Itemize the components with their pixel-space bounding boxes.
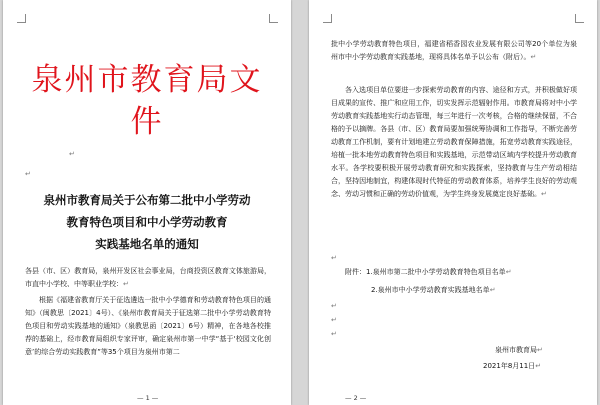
salutation-paragraph <box>25 265 271 291</box>
paragraph-mark-icon: ↵ <box>331 316 337 324</box>
continued-paragraph <box>331 38 577 64</box>
document-page-2 <box>309 0 597 405</box>
paragraph-mark-icon: ↵ <box>541 190 547 198</box>
salutation-text: 各县（市、区）教育局，泉州开发区社会事业局，台商投资区教育文体旅游局，市直中小学校、中等职业学校： <box>25 267 271 288</box>
paragraph-mark-icon: ↵ <box>331 254 337 262</box>
page-number-footer: — 2 — <box>345 394 367 402</box>
continued-text: 批中小学劳动教育特色项目，福建省稻香园农业发展有限公司等20个单位为泉州市中小学劳动教育实践基地，现将具体名单予以公布（附后）。 <box>331 40 577 61</box>
date-line <box>483 360 583 373</box>
paragraph-mark-icon: ↵ <box>535 362 542 370</box>
attachment-2-text: 2.泉州市中小学劳动教育实践基地名单 <box>371 286 490 294</box>
main-paragraph <box>331 84 577 201</box>
attachment-1-text: 附件：1.泉州市第二批中小学劳动教育特色项目名单 <box>345 268 506 276</box>
paragraph-mark-icon: ↵ <box>530 53 537 61</box>
red-header-title-line1: 泉州市教育局文 <box>31 62 263 98</box>
date-text: 2021年8月11日 <box>483 362 536 370</box>
red-header-title-line2: 件 <box>130 104 164 140</box>
main-text: 各入选项目单位要进一步探索劳动教育的内容、途径和方式，并积极做好项目成果的宣传、推广和应用工作，切实发挥示范辐射作用。市教育局将对中小学劳动教育实践基地实行动态管理，每三年进行一次考核，合格的继续保留，不合格的予以摘牌。各县（市、区）教育局要加强统筹协调和工作指导，不断完善劳动教育工作机制，要有计划地建立劳动教育保障措施，拓宽劳动教育实践途径，培植一批本地劳动教育特色项目和实践基地，示范带动区域内学校提升劳动教育水平。各学校要积极开展劳动教育研究和实践探索，坚持教育与生产劳动相结合，坚持因地制宜，构建体现时代特征的劳动教育体系，培养学生良好的劳动观念、劳动习惯和正确的劳动价值观，为学生终身发展奠定良好基础。 <box>331 86 577 198</box>
corner-crop-mark <box>269 14 278 23</box>
attachment-line-2 <box>371 284 577 297</box>
issuer-line <box>495 344 585 357</box>
paragraph-mark-icon: ↵ <box>537 346 543 354</box>
paragraph-mark-icon: ↵ <box>331 330 337 338</box>
body-paragraph <box>25 294 271 359</box>
notice-heading-line1: 泉州市教育局关于公布第二批中小学劳动 <box>43 193 251 207</box>
notice-heading-line2: 教育特色项目和中小学劳动教育 <box>66 215 228 229</box>
body-text: 根据《福建省教育厅关于征选遴选一批中小学德育和劳动教育特色项目的通知》（闽教思〔2021〕4号）、《泉州市教育局关于征选第二批中小学劳动教育特色项目和劳动实践基地的通知》（泉教思函〔2021〕6号）精神，在各地各校推荐的基础上，经市教育局组织专家评审，确定泉州市第一中学“基于‘校园文化创意’的综合劳动实践教育”等35个项目为泉州市第二 <box>25 296 271 356</box>
paragraph-mark-icon: ↵ <box>505 268 512 276</box>
corner-crop-mark <box>575 14 584 23</box>
paragraph-mark-icon: ↵ <box>25 170 31 178</box>
corner-crop-mark <box>323 14 332 23</box>
paragraph-mark-icon: ↵ <box>489 286 496 294</box>
paragraph-mark-icon: ↵ <box>69 150 75 158</box>
paragraph-mark-icon: ↵ <box>331 302 337 310</box>
page-number: 2 <box>353 394 358 402</box>
attachment-line-1 <box>331 266 577 279</box>
page-number-footer: — 1 — <box>137 394 159 402</box>
issuer-text: 泉州市教育局 <box>495 346 537 354</box>
page-number: 1 <box>145 394 150 402</box>
document-page-1 <box>3 0 291 405</box>
paragraph-mark-icon: ↵ <box>123 280 129 288</box>
notice-heading-line3: 实践基地名单的通知 <box>95 237 199 251</box>
corner-crop-mark <box>17 14 26 23</box>
